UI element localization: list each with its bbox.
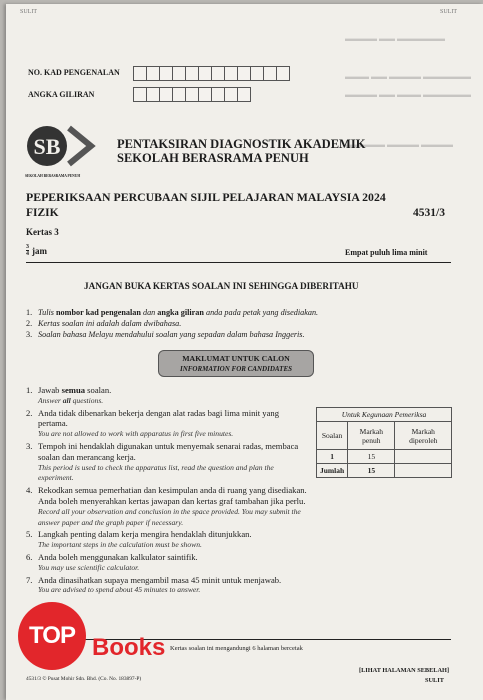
show-through-text: ▬▬▬▬▬ ▬▬▬▬ ▬▬▬▬ [345,140,453,149]
copyright-line: 4531/3 © Pusat Mohir Sdn. Bhd. (Co. No. 183897-P) [26,676,142,682]
instructions-list [26,307,456,340]
header-divider [26,262,451,263]
show-through-text: ▬▬▬ ▬▬ ▬▬▬▬ ▬▬▬▬▬▬ [345,72,471,81]
show-through-text: ▬▬▬▬ ▬▬ ▬▬▬▬▬▬ [345,34,445,43]
total-label-cell: Jumlah [317,464,348,478]
question-number-cell: 1 [317,450,348,464]
info-item: 1. Jawab semua soalan. Answer all questions. [26,385,112,405]
info-item: 3. Tempoh ini hendaklah digunakan untuk menyemak senarai radas, membaca soalan dan merancang kerja. This period is used to check the apparatus list, read the question and plan the experiment. [26,440,299,483]
duration: 3 4 jam [26,244,47,257]
digit-box[interactable] [211,87,225,102]
ic-number-field[interactable] [133,66,289,81]
examiner-use-table [316,407,452,478]
digit-box[interactable] [237,66,251,81]
do-not-open-warning: JANGAN BUKA KERTAS SOALAN INI SEHINGGA DIBERITAHU [84,281,359,291]
index-number-field[interactable] [133,87,250,102]
digit-box[interactable] [185,66,199,81]
paper-code: 4531/3 [413,207,445,219]
examiner-table-caption: Untuk Kegunaan Pemeriksa [317,408,452,422]
digit-box[interactable] [172,66,186,81]
logo-letters: SB [33,134,61,159]
digit-box[interactable] [237,87,251,102]
info-item: 7. Anda dinasihatkan supaya mengambil masa 45 minit untuk menjawab. You are advised to spend about 45 minutes to answer. [26,574,282,595]
instruction-item: 2. Kertas soalan ini adalah dalam dwibahasa. [26,319,182,328]
sulit-label: SULIT [425,677,444,684]
info-item: 5. Langkah penting dalam kerja mengira hendaklah ditunjukkan. The important steps in the calculation must be shown. [26,529,252,550]
digit-box[interactable] [250,66,264,81]
digit-box[interactable] [198,66,212,81]
show-through-text: ▬▬▬▬ ▬▬ ▬▬▬ ▬▬▬▬▬▬ [345,90,471,99]
full-marks-cell: 15 [348,450,395,464]
col-header-full-marks: Markah penuh [348,422,395,450]
subject-name: FIZIK [26,207,59,219]
duration-words: Empat puluh lima minit [345,248,428,257]
digit-box[interactable] [172,87,186,102]
digit-box[interactable] [276,66,290,81]
next-page-label: [LIHAT HALAMAN SEBELAH] [359,667,450,674]
digit-box[interactable] [198,87,212,102]
total-obtained-cell[interactable] [395,464,452,478]
info-box-subtitle: INFORMATION FOR CANDIDATES [179,365,293,373]
info-box-title: MAKLUMAT UNTUK CALON [182,354,290,363]
digit-box[interactable] [263,66,277,81]
paper-number: Kertas 3 [26,227,59,237]
index-number-label: ANGKA GILIRAN [28,90,95,99]
instruction-item: 3. Soalan bahasa Melayu mendahului soalan yang sepadan dalam bahasa Inggeris. [26,330,305,339]
candidate-info-box [158,350,314,377]
org-line-1: PENTAKSIRAN DIAGNOSTIK AKADEMIK [117,137,366,151]
info-item: 4. Rekodkan semua pemerhatian dan kesimpulan anda di ruang yang disediakan. Anda boleh menyerahkan kertas jawapan dan kertas graf tambahan jika perlu. Record all your observation and conclusion in the space provided. You may submit the answer paper and the graph paper if necessary. [26,485,307,527]
sbp-logo [25,124,105,176]
footer-divider [26,639,451,640]
corner-label-left: SULIT [20,9,37,15]
topbooks-logo-badge: TOP [18,602,86,670]
digit-box[interactable] [133,87,147,102]
digit-box[interactable] [224,66,238,81]
page-count-note: Kertas soalan ini mengandungi 6 halaman bercetak [170,645,303,652]
duration-fraction: 3 4 [26,244,29,257]
topbooks-logo-text: Books [92,634,166,661]
corner-label-right: SULIT [440,9,457,15]
digit-box[interactable] [133,66,147,81]
digit-box[interactable] [146,66,160,81]
ic-number-label: NO. KAD PENGENALAN [28,68,120,77]
total-full-marks-cell: 15 [348,464,395,478]
org-title [117,137,365,165]
col-header-marks-obtained: Markah diperoleh [395,422,452,450]
digit-box[interactable] [185,87,199,102]
exam-title: PEPERIKSAAN PERCUBAAN SIJIL PELAJARAN MALAYSIA 2024 [26,190,386,204]
info-item: 6. Anda boleh menggunakan kalkulator saintifik. You may use scientific calculator. [26,551,198,572]
col-header-question: Soalan [317,422,348,450]
candidate-info-list [26,385,316,597]
digit-box[interactable] [224,87,238,102]
digit-box[interactable] [211,66,225,81]
digit-box[interactable] [146,87,160,102]
digit-box[interactable] [159,87,173,102]
logo-caption: SEKOLAH BERASRAMA PENUH [25,174,81,178]
org-line-2: SEKOLAH BERASRAMA PENUH [117,151,309,165]
info-item: 2. Anda tidak dibenarkan bekerja dengan alat radas bagi lima minit yang pertama. You are not allowed to work with apparatus in first five minutes. [26,407,280,439]
digit-box[interactable] [159,66,173,81]
marks-obtained-cell[interactable] [395,450,452,464]
instruction-item: 1. Tulis nombor kad pengenalan dan angka giliran anda pada petak yang disediakan. [26,308,319,317]
